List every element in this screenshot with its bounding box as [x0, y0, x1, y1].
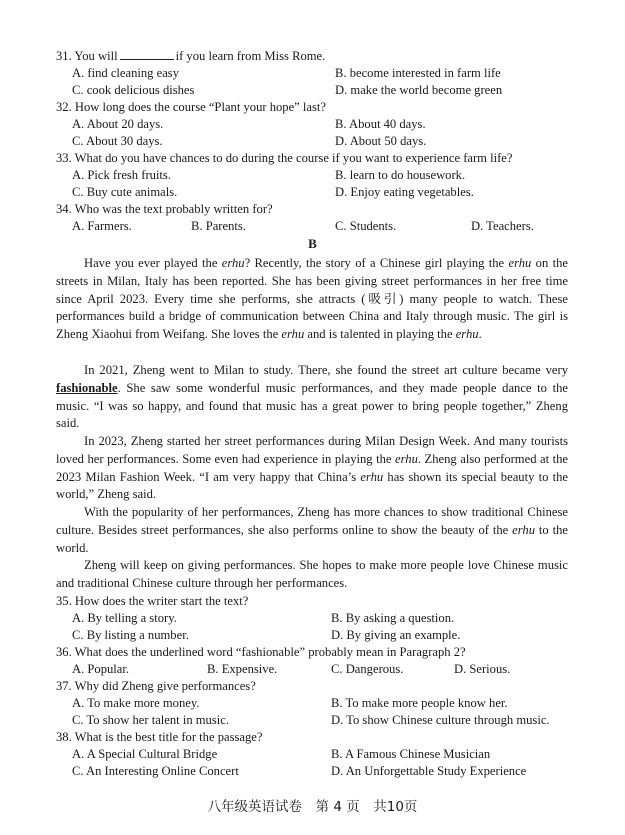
option: B. To make more people know her. — [331, 696, 508, 710]
option: C. To show her talent in music. — [72, 713, 229, 727]
option: A. To make more money. — [72, 696, 200, 710]
option: D. To show Chinese culture through music. — [331, 713, 550, 727]
option: C. An Interesting Online Concert — [72, 764, 239, 778]
option: D. Serious. — [454, 662, 511, 676]
passage-paragraph-5: Zheng will keep on giving performances. She hopes to make more people love Chinese music and traditional Chinese culture through her performances. — [56, 558, 568, 590]
option: B. A Famous Chinese Musician — [331, 747, 491, 761]
option: D. An Unforgettable Study Experience — [331, 764, 527, 778]
question-34-stem: 34. Who was the text probably written for? — [56, 202, 273, 216]
page-footer: 八年级英语试卷 第 4 页 共10页 — [207, 799, 418, 815]
option: A. find cleaning easy — [72, 66, 180, 80]
question-38-stem: 38. What is the best title for the passage? — [56, 730, 263, 744]
option: C. Buy cute animals. — [72, 185, 178, 199]
answer-blank — [120, 48, 174, 60]
underlined-word: fashionable — [56, 380, 118, 395]
option: D. About 50 days. — [335, 134, 427, 148]
question-35-stem: 35. How does the writer start the text? — [56, 594, 249, 608]
option: C. Dangerous. — [331, 662, 404, 676]
option: A. About 20 days. — [72, 117, 164, 131]
option: B. Expensive. — [207, 662, 278, 676]
option: D. By giving an example. — [331, 628, 461, 642]
option: C. About 30 days. — [72, 134, 163, 148]
option: C. By listing a number. — [72, 628, 189, 642]
passage-paragraph-4: With the popularity of her performances, Zheng has more chances to show traditional Chinese culture. Besides street performances, she also performs online to show the beauty of the erhu to the world. — [56, 505, 568, 555]
option: D. make the world become green — [335, 83, 503, 97]
option: A. Farmers. — [72, 219, 132, 233]
stem-text: if you learn from Miss Rome. — [175, 49, 326, 63]
question-33-stem: 33. What do you have chances to do during the course if you want to experience farm life? — [56, 151, 513, 165]
passage-paragraph-2: In 2021, Zheng went to Milan to study. There, she found the street art culture became very fashionable. She saw some wonderful music performances, and they made people dance to the music. “I was so happy, and found that music has a great power to bring people together,” Zheng said. — [56, 363, 568, 431]
option: B. By asking a question. — [331, 611, 455, 625]
option: B. learn to do housework. — [335, 168, 466, 182]
stem-text: 31. You will — [56, 49, 118, 63]
option: D. Enjoy eating vegetables. — [335, 185, 474, 199]
option: B. Parents. — [191, 219, 246, 233]
option: B. become interested in farm life — [335, 66, 501, 80]
option: A. By telling a story. — [72, 611, 177, 625]
passage-paragraph-3: In 2023, Zheng started her street performances during Milan Design Week. And many tourists loved her performances. Some even had experience in playing the erhu. Zheng also performed at the 2023 Milan Fashion Week. “I am very happy that China’s erhu has shown its special beauty to the world,” Zheng said. — [56, 434, 568, 502]
question-37-stem: 37. Why did Zheng give performances? — [56, 679, 256, 693]
question-32-stem: 32. How long does the course “Plant your hope” last? — [56, 100, 327, 114]
section-heading: B — [308, 236, 317, 251]
option: D. Teachers. — [471, 219, 534, 233]
option: B. About 40 days. — [335, 117, 426, 131]
question-31-stem — [56, 48, 325, 65]
passage-paragraph-1: Have you ever played the erhu? Recently, the story of a Chinese girl playing the erhu on the streets in Milan, Italy has been reported. She has been giving street performances in her free time since April 2023. Every time she performs, she attracts (吸引) many people to watch. These performances build a bridge of communication between China and Italy through music. The girl is Zheng Xiaohui from Weifang. She loves the erhu and is talented in playing the erhu. — [56, 256, 568, 342]
option: C. Students. — [335, 219, 397, 233]
option: C. cook delicious dishes — [72, 83, 195, 97]
option: A. A Special Cultural Bridge — [72, 747, 218, 761]
option: A. Pick fresh fruits. — [72, 168, 171, 182]
question-36-stem: 36. What does the underlined word “fashionable” probably mean in Paragraph 2? — [56, 645, 466, 659]
option: A. Popular. — [72, 662, 130, 676]
